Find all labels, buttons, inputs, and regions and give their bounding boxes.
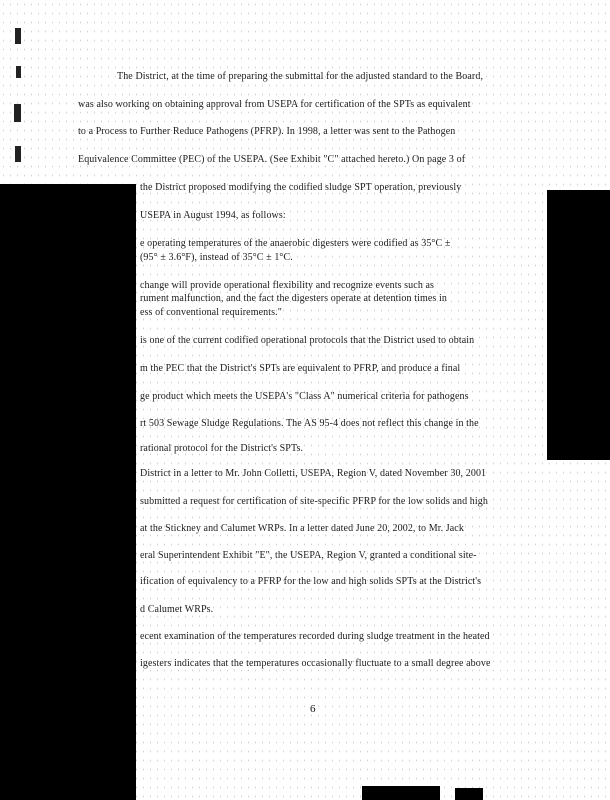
text-line-22: d Calumet WRPs. (140, 604, 214, 615)
text-line-14: ge product which meets the USEPA's "Class A" numerical criteria for pathogens (140, 391, 469, 402)
text-line-16: rational protocol for the District's SPTs. (140, 443, 304, 454)
redaction-block-bottom-small (455, 788, 483, 800)
binding-mark-4 (15, 146, 21, 162)
text-line-20: eral Superintendent Exhibit "E", the USEPA, Region V, granted a conditional site- (140, 550, 477, 561)
text-line-6: USEPA in August 1994, as follows: (140, 210, 286, 221)
text-line-23: ecent examination of the temperatures recorded during sludge treatment in the heated (140, 631, 490, 642)
text-line-17: District in a letter to Mr. John Colletti, USEPA, Region V, dated November 30, 2001 (140, 468, 487, 479)
text-line-18: submitted a request for certification of site-specific PFRP for the low solids and high (140, 496, 488, 507)
text-line-15: rt 503 Sewage Sludge Regulations. The AS 95-4 does not reflect this change in the (140, 418, 479, 429)
binding-mark-2 (16, 66, 21, 78)
text-line-4: Equivalence Committee (PEC) of the USEPA. (See Exhibit "C" attached hereto.) On page 3 of (78, 154, 466, 165)
text-line-10: rument malfunction, and the fact the digesters operate at detention times in (140, 293, 447, 304)
binding-mark-1 (15, 28, 21, 44)
text-line-9: change will provide operational flexibility and recognize events such as (140, 280, 435, 291)
text-line-12: is one of the current codified operational protocols that the District used to obtain (140, 335, 475, 346)
text-line-7: e operating temperatures of the anaerobic digesters were codified as 35°C ± (140, 238, 451, 249)
text-line-21: ification of equivalency to a PFRP for the low and high solids SPTs at the District's (140, 576, 482, 587)
text-line-8: (95° ± 3.6°F), instead of 35°C ± 1°C. (140, 252, 293, 263)
text-line-1: The District, at the time of preparing the submittal for the adjusted standard to the Board, (117, 71, 484, 82)
text-line-13: m the PEC that the District's SPTs are equivalent to PFRP, and produce a final (140, 363, 461, 374)
redaction-block-left (0, 184, 136, 800)
binding-mark-3 (14, 104, 21, 122)
text-line-2: was also working on obtaining approval from USEPA for certification of the SPTs as equivalent (78, 99, 471, 110)
text-line-24: igesters indicates that the temperatures occasionally fluctuate to a small degree above (140, 658, 491, 669)
text-line-5: the District proposed modifying the codified sludge SPT operation, previously (140, 182, 462, 193)
text-line-11: ess of conventional requirements." (140, 307, 282, 318)
text-line-3: to a Process to Further Reduce Pathogens (PFRP). In 1998, a letter was sent to the Pathogen (78, 126, 456, 137)
redaction-block-right (547, 190, 610, 460)
page-number: 6 (310, 703, 316, 715)
redaction-block-bottom (362, 786, 440, 800)
text-line-19: at the Stickney and Calumet WRPs. In a letter dated June 20, 2002, to Mr. Jack (140, 523, 464, 534)
